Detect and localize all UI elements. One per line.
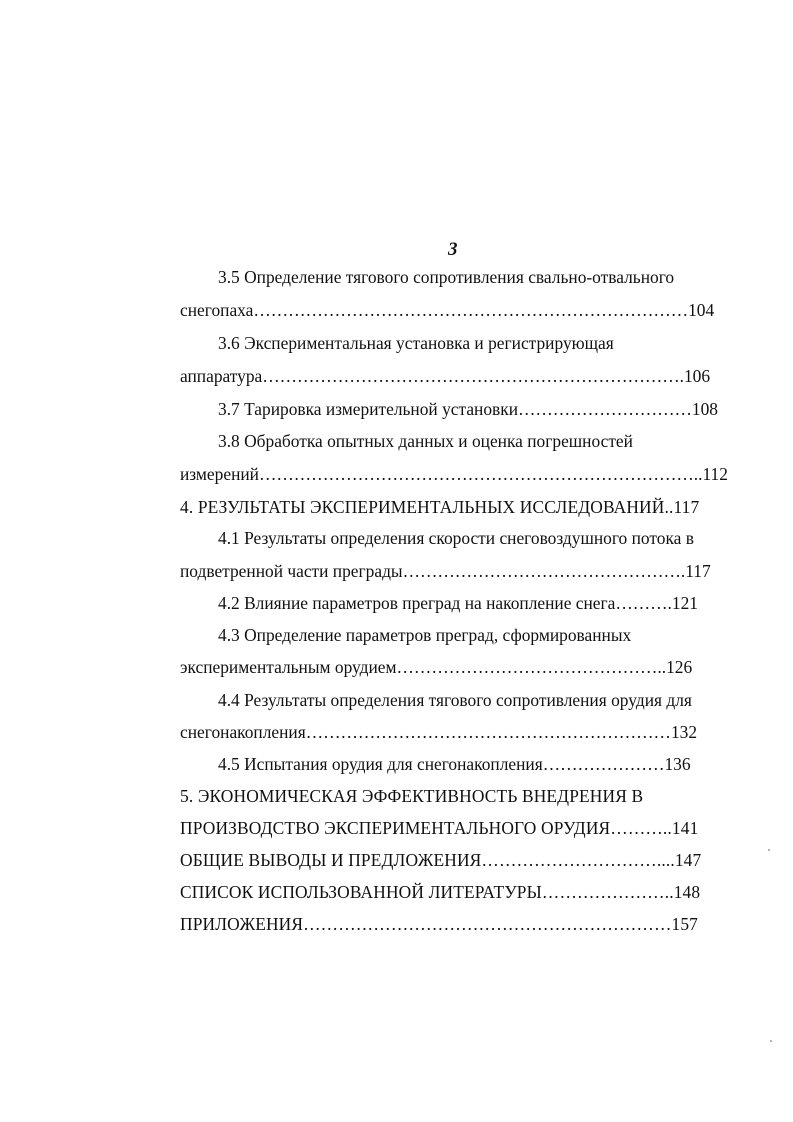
toc-text: 4. РЕЗУЛЬТАТЫ ЭКСПЕРИМЕНТАЛЬНЫХ ИССЛЕДОВАНИЙ..117 (180, 497, 700, 517)
toc-entry-4-1-title (218, 526, 694, 550)
toc-entry-4-3-leader (180, 655, 692, 679)
toc-text: 5. ЭКОНОМИЧЕСКАЯ ЭФФЕКТИВНОСТЬ ВНЕДРЕНИЯ В (180, 786, 644, 806)
toc-chapter-5-leader (180, 816, 698, 840)
toc-entry-3-8-title (218, 429, 633, 453)
toc-text: 3.7 Тарировка измерительной установки…………………………108 (218, 399, 718, 419)
toc-text: подветренной части преграды………………………………………….117 (180, 561, 711, 581)
toc-text: снегопаха…………………………………………………………………104 (180, 300, 715, 320)
toc-chapter-5-title (180, 784, 643, 808)
toc-text: ОБЩИЕ ВЫВОДЫ И ПРЕДЛОЖЕНИЯ…………………………....147 (180, 850, 702, 870)
toc-text: 4.3 Определение параметров преград, сформированных (218, 625, 632, 645)
toc-text: измерений…………………………………………………………………..112 (180, 464, 728, 484)
toc-text: экспериментальным орудием………………………………………..126 (180, 657, 693, 677)
scan-speck (768, 849, 770, 851)
toc-entry-3-6-leader (180, 364, 710, 388)
toc-entry-3-5-leader (180, 298, 714, 322)
toc-references (180, 880, 700, 904)
page-number: 3 (448, 239, 458, 260)
toc-entry-3-5-title (218, 265, 674, 289)
toc-text: 4.4 Результаты определения тягового сопротивления орудия для (218, 690, 692, 710)
toc-entry-4-5 (218, 752, 691, 776)
toc-entry-4-3-title (218, 623, 631, 647)
toc-text: ПРОИЗВОДСТВО ЭКСПЕРИМЕНТАЛЬНОГО ОРУДИЯ………..141 (180, 818, 699, 838)
toc-entry-4-1-leader (180, 559, 711, 583)
toc-text: 4.1 Результаты определения скорости снеговоздушного потока в (218, 528, 694, 548)
toc-chapter-4 (180, 495, 699, 519)
toc-entry-3-8-leader (180, 462, 728, 486)
toc-text: 4.2 Влияние параметров преград на накопление снега……….121 (218, 593, 698, 613)
toc-text: 3.8 Обработка опытных данных и оценка погрешностей (218, 431, 633, 451)
toc-appendices (180, 912, 698, 936)
toc-entry-4-4-title (218, 688, 692, 712)
toc-entry-3-6-title (218, 331, 614, 355)
toc-text: ПРИЛОЖЕНИЯ………………………………………………………157 (180, 914, 699, 934)
toc-conclusions (180, 848, 701, 872)
toc-entry-4-4-leader (180, 720, 697, 744)
toc-text: аппаратура……………………………………………………………….106 (180, 366, 711, 386)
toc-text: 3.5 Определение тягового сопротивления свально-отвального (218, 267, 675, 287)
toc-text: 4.5 Испытания орудия для снегонакопления…………………136 (218, 754, 691, 774)
toc-text: 3.6 Экспериментальная установка и регистрирующая (218, 333, 614, 353)
toc-entry-3-7 (218, 397, 718, 421)
toc-text: СПИСОК ИСПОЛЬЗОВАННОЙ ЛИТЕРАТУРЫ…………………..148 (180, 882, 701, 902)
toc-text: снегонакопления………………………………………………………132 (180, 722, 698, 742)
scan-speck (770, 1040, 772, 1042)
toc-entry-4-2 (218, 591, 698, 615)
